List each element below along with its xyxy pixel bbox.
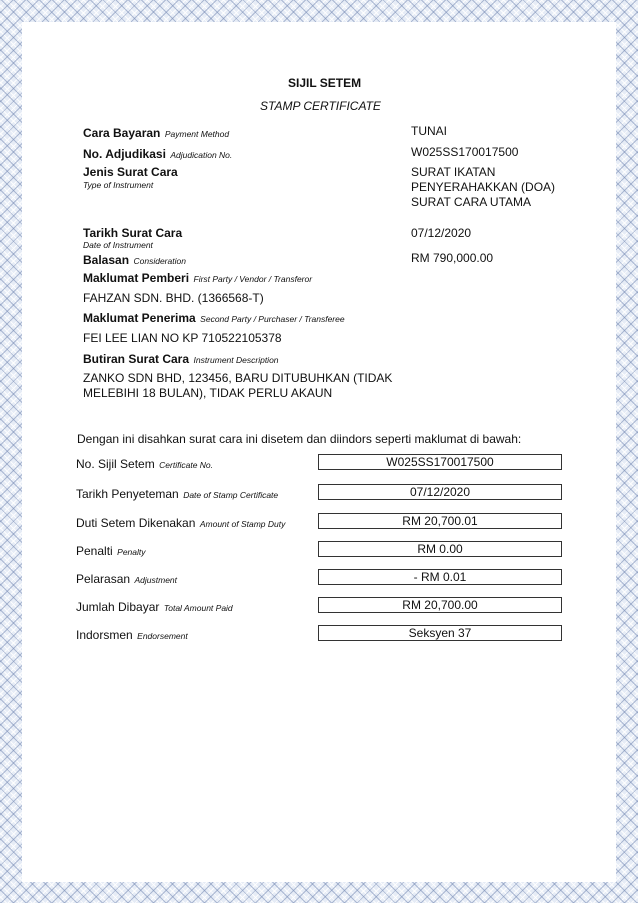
payment-method-value: TUNAI (411, 124, 447, 138)
summary-value-adjustment: - RM 0.01 (318, 569, 562, 585)
summary-sub: Certificate No. (159, 460, 214, 470)
first-party-sub: First Party / Vendor / Transferor (193, 274, 313, 284)
instrument-desc-sub: Instrument Description (193, 355, 279, 365)
adjudication-no-label-group (83, 145, 232, 163)
consideration-label-group (83, 251, 186, 269)
consideration-sub: Consideration (133, 256, 186, 266)
summary-sub: Total Amount Paid (163, 603, 233, 613)
first-party-value: FAHZAN SDN. BHD. (1366568-T) (83, 291, 264, 305)
page-subtitle: STAMP CERTIFICATE (260, 99, 381, 113)
instrument-desc-label: Butiran Surat Cara (83, 352, 190, 366)
summary-label-stamp-date (76, 485, 278, 503)
summary-label: Duti Setem Dikenakan (76, 516, 196, 530)
summary-label-total-paid (76, 598, 233, 616)
instrument-date-label: Tarikh Surat Cara (83, 226, 183, 240)
instrument-type-label: Jenis Surat Cara (83, 165, 178, 179)
summary-value-penalty: RM 0.00 (318, 541, 562, 557)
summary-label-adjustment (76, 570, 177, 588)
summary-label: Jumlah Dibayar (76, 600, 160, 614)
instrument-date-sub: Date of Instrument (83, 240, 153, 250)
summary-sub: Adjustment (134, 575, 178, 585)
page-title: SIJIL SETEM (288, 76, 362, 90)
summary-value-stamp-date: 07/12/2020 (318, 484, 562, 500)
summary-sub: Endorsement (137, 631, 188, 641)
instrument-desc-label-group (83, 350, 279, 368)
summary-sub: Date of Stamp Certificate (183, 490, 279, 500)
summary-label-certificate-no (76, 455, 213, 473)
first-party-label: Maklumat Pemberi (83, 271, 190, 285)
summary-label-endorsement (76, 626, 188, 644)
first-party-label-group (83, 269, 312, 287)
summary-label: Indorsmen (76, 628, 133, 642)
summary-label-penalty (76, 542, 146, 560)
summary-label-stamp-duty (76, 514, 285, 532)
instrument-type-value-3: SURAT CARA UTAMA (411, 195, 532, 209)
summary-label: Penalti (76, 544, 113, 558)
payment-method-label: Cara Bayaran (83, 126, 161, 140)
summary-label: No. Sijil Setem (76, 457, 155, 471)
consideration-label: Balasan (83, 253, 130, 267)
instrument-type-value-1: SURAT IKATAN (411, 165, 496, 179)
summary-sub: Amount of Stamp Duty (199, 519, 286, 529)
adjudication-no-sub: Adjudication No. (170, 150, 233, 160)
second-party-sub: Second Party / Purchaser / Transferee (200, 314, 345, 324)
payment-method-sub: Payment Method (164, 129, 230, 139)
summary-sub: Penalty (117, 547, 146, 557)
certificate-page (22, 22, 616, 882)
instrument-desc-value-2: MELEBIHI 18 BULAN), TIDAK PERLU AKAUN (83, 386, 333, 400)
instrument-desc-value-1: ZANKO SDN BHD, 123456, BARU DITUBUHKAN (TIDAK (83, 371, 393, 385)
instrument-type-sub: Type of Instrument (83, 180, 154, 190)
summary-label: Tarikh Penyeteman (76, 487, 179, 501)
consideration-value: RM 790,000.00 (411, 251, 494, 265)
instrument-date-value: 07/12/2020 (411, 226, 472, 240)
adjudication-no-label: No. Adjudikasi (83, 147, 166, 161)
second-party-label-group (83, 309, 345, 327)
payment-method-label-group (83, 124, 229, 142)
adjudication-no-value: W025SS170017500 (411, 145, 519, 159)
summary-value-certificate-no: W025SS170017500 (318, 454, 562, 470)
statement-text: Dengan ini disahkan surat cara ini disetem dan diindors seperti maklumat di bawah: (77, 432, 522, 446)
summary-label: Pelarasan (76, 572, 131, 586)
summary-value-stamp-duty: RM 20,700.01 (318, 513, 562, 529)
second-party-label: Maklumat Penerima (83, 311, 196, 325)
instrument-type-value-2: PENYERAHAKKAN (DOA) (411, 180, 556, 194)
second-party-value: FEI LEE LIAN NO KP 710522105378 (83, 331, 282, 345)
summary-value-endorsement: Seksyen 37 (318, 625, 562, 641)
summary-value-total-paid: RM 20,700.00 (318, 597, 562, 613)
